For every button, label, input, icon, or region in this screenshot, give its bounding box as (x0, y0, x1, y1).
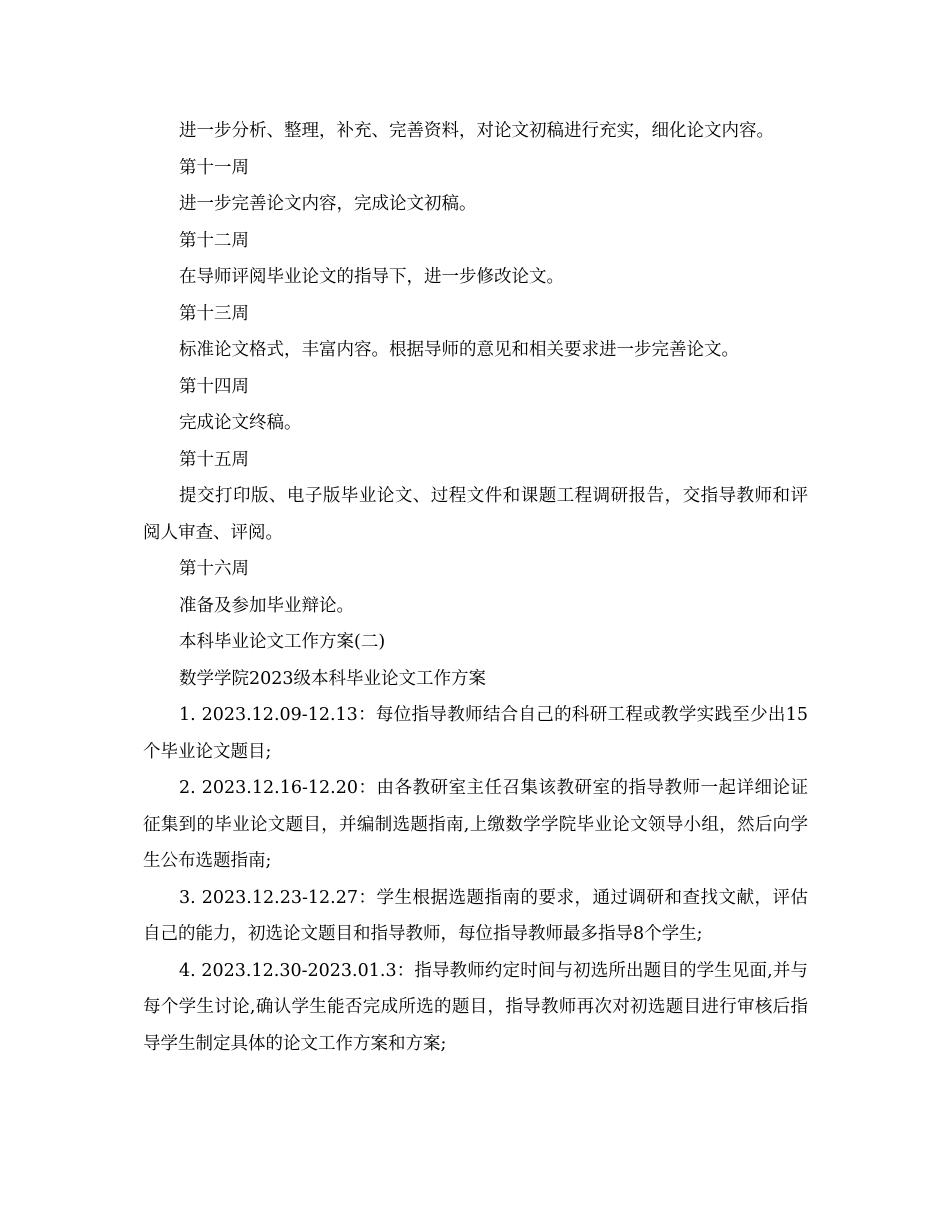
section-title-plan-2: 本科毕业论文工作方案(二) (179, 632, 386, 652)
heading-week-15: 第十五周 (179, 449, 249, 470)
list-item-2: 2. 2023.12.16-12.20：由各教研室主任召集该教研室的指导教师一起详细论证征集到的毕业论文题目，并编制选题指南,上缴数学学院毕业论文领导小组，然后向学生公布选题指南; (143, 778, 808, 871)
list-item-3: 3. 2023.12.23-12.27：学生根据选题指南的要求，通过调研和查找文献，评估自己的能力，初选论文题目和指导教师，每位指导教师最多指导8个学生; (143, 887, 808, 944)
heading-week-12: 第十二周 (179, 230, 249, 251)
list-item-1: 1. 2023.12.09-12.13：每位指导教师结合自己的科研工程或教学实践至少出15个毕业论文题目; (143, 705, 808, 762)
paragraph-continued-analysis: 进一步分析、整理，补充、完善资料，对论文初稿进行充实，细化论文内容。 (179, 121, 774, 141)
section-subtitle-math-plan: 数学学院2023级本科毕业论文工作方案 (179, 668, 487, 689)
heading-week-11: 第十一周 (179, 157, 249, 178)
paragraph-week-13: 标准论文格式，丰富内容。根据导师的意见和相关要求进一步完善论文。 (179, 340, 739, 360)
heading-week-14: 第十四周 (179, 376, 249, 397)
document-body (143, 113, 808, 1062)
heading-week-13: 第十三周 (179, 303, 249, 324)
paragraph-week-11: 进一步完善论文内容，完成论文初稿。 (179, 194, 477, 214)
paragraph-week-15: 提交打印版、电子版毕业论文、过程文件和课题工程调研报告，交指导教师和评阅人审查、评阅。 (143, 486, 808, 543)
list-item-4: 4. 2023.12.30-2023.01.3：指导教师约定时间与初选所出题目的学生见面,并与每个学生讨论,确认学生能否完成所选的题目，指导教师再次对初选题目进行审核后指导学生制定具体的论文工作方案和方案; (143, 960, 808, 1054)
paragraph-week-16: 准备及参加毕业辩论。 (179, 595, 354, 616)
heading-week-16: 第十六周 (179, 559, 249, 579)
paragraph-week-12: 在导师评阅毕业论文的指导下，进一步修改论文。 (179, 267, 564, 287)
paragraph-week-14: 完成论文终稿。 (179, 413, 302, 433)
